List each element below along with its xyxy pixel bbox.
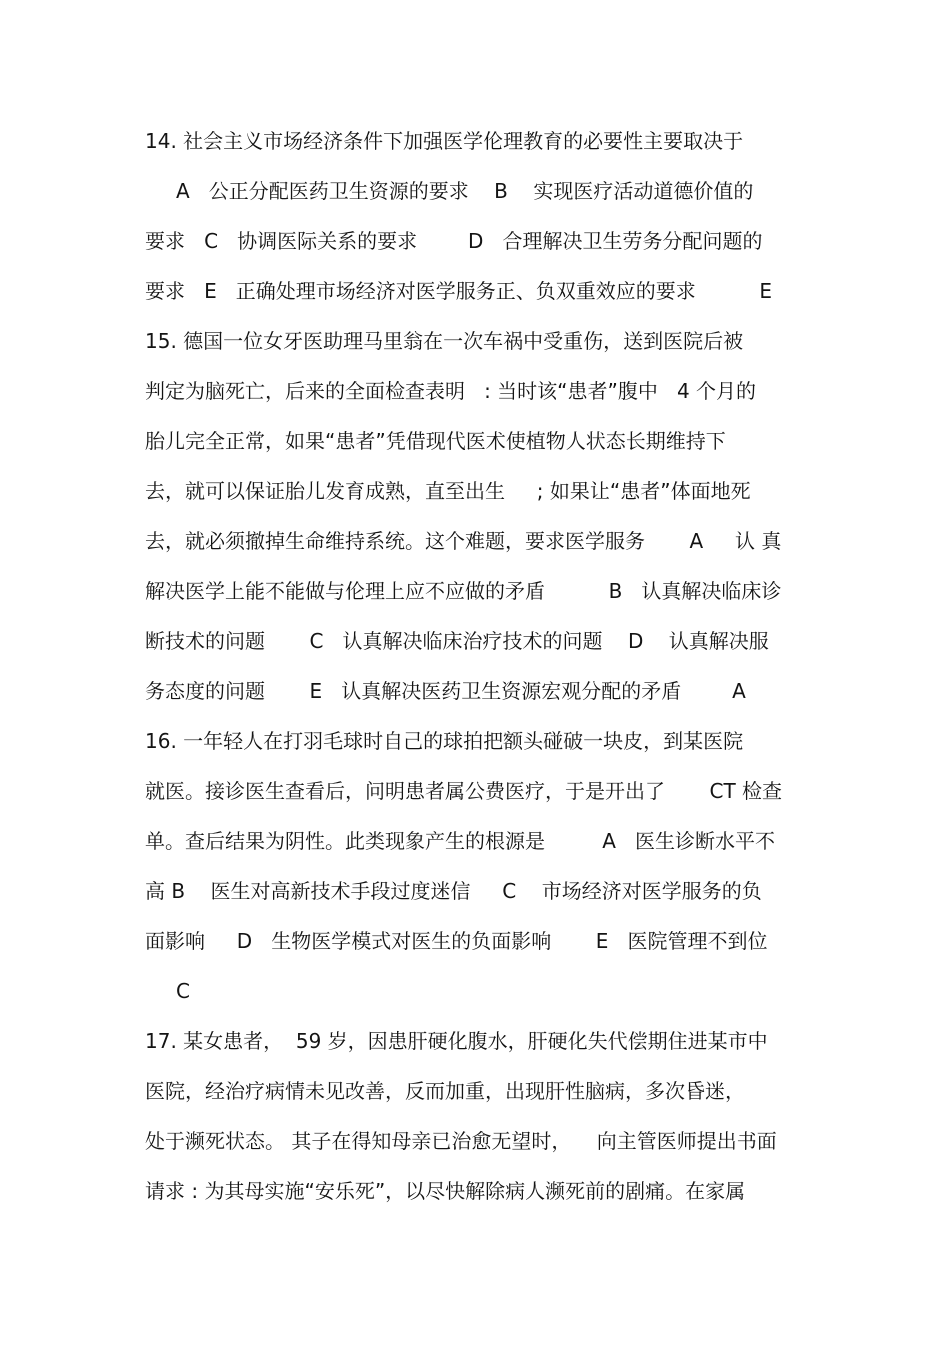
text-line: 请求 : 为其母实施“安乐死”，以尽快解除病人濒死前的剧痛。在家属 (145, 1179, 746, 1203)
text-line: 高 B 医生对高新技术手段过度迷信 C 市场经济对医学服务的负 (145, 879, 762, 903)
text-line: A 公正分配医药卫生资源的要求 B 实现医疗活动道德价值的 (176, 179, 754, 203)
text-line: 处于濒死状态。 其子在得知母亲已治愈无望时， 向主管医师提出书面 (145, 1129, 777, 1153)
text-line: 17. 某女患者， 59 岁，因患肝硬化腹水，肝硬化失代偿期住进某市中 (145, 1029, 768, 1053)
text-line: 15. 德国一位女牙医助理马里翁在一次车祸中受重伤，送到医院后被 (145, 329, 744, 353)
text-line: 解决医学上能不能做与伦理上应不应做的矛盾 B 认真解决临床诊 (145, 579, 782, 603)
text-line: 医院，经治疗病情未见改善，反而加重，出现肝性脑病，多次昏迷， (145, 1079, 745, 1103)
text-line: 胎儿完全正常，如果“患者”凭借现代医术使植物人状态长期维持下 (145, 429, 726, 453)
text-line: 去，就可以保证胎儿发育成熟，直至出生 ; 如果让“患者”体面地死 (145, 479, 751, 503)
text-line: 面影响 D 生物医学模式对医生的负面影响 E 医院管理不到位 (145, 929, 768, 953)
text-line: 断技术的问题 C 认真解决临床治疗技术的问题 D 认真解决服 (145, 629, 769, 653)
text-line: 16. 一年轻人在打羽毛球时自己的球拍把额头碰破一块皮，到某医院 (145, 729, 744, 753)
text-line: 去，就必须撤掉生命维持系统。这个难题，要求医学服务 A 认 真 (145, 529, 782, 553)
text-line: 单。查后结果为阴性。此类现象产生的根源是 A 医生诊断水平不 (145, 829, 775, 853)
text-line: 就医。接诊医生查看后，问明患者属公费医疗，于是开出了 CT 检查 (145, 779, 783, 803)
text-line: 判定为脑死亡，后来的全面检查表明 : 当时该“患者”腹中 4 个月的 (145, 379, 757, 403)
text-line: 要求 E 正确处理市场经济对医学服务正、负双重效应的要求 E (145, 279, 772, 303)
text-line: 要求 C 协调医际关系的要求 D 合理解决卫生劳务分配问题的 (145, 229, 763, 253)
text-line: 14. 社会主义市场经济条件下加强医学伦理教育的必要性主要取决于 (145, 129, 744, 153)
text-line: 务态度的问题 E 认真解决医药卫生资源宏观分配的矛盾 A (145, 679, 746, 703)
text-line: C (176, 979, 190, 1003)
